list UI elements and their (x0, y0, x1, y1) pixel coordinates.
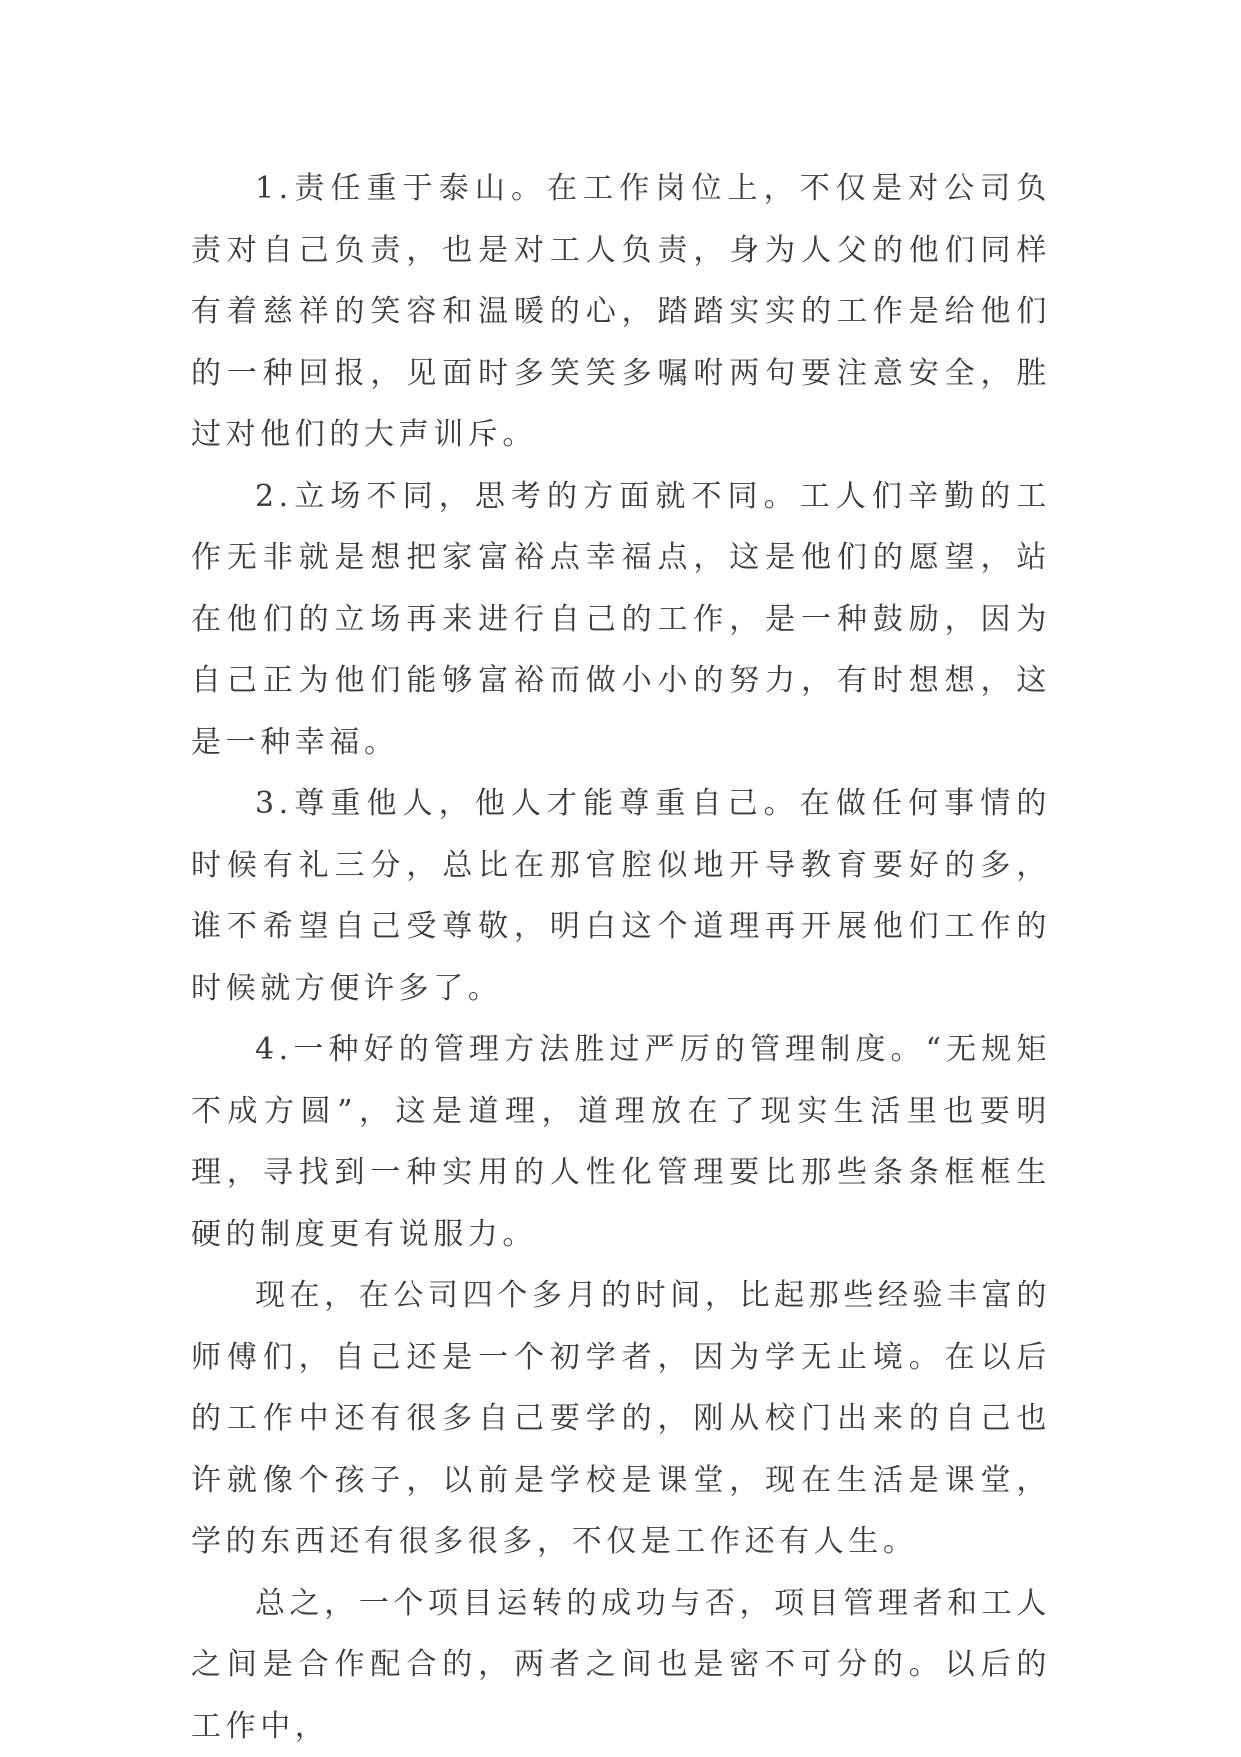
paragraph-responsibility: 1.责任重于泰山。在工作岗位上，不仅是对公司负责对自己负责，也是对工人负责，身为人父的他们同样有着慈祥的笑容和温暖的心，踏踏实实的工作是给他们的一种回报，见面时多笑笑多嘱咐两句要注意安全，胜过对他们的大声训斥。 (191, 158, 1051, 466)
paragraph-respect: 3.尊重他人，他人才能尊重自己。在做任何事情的时候有礼三分，总比在那官腔似地开导教育要好的多，谁不希望自己受尊敬，明白这个道理再开展他们工作的时候就方便许多了。 (191, 773, 1051, 1019)
paragraph-standpoint: 2.立场不同，思考的方面就不同。工人们辛勤的工作无非就是想把家富裕点幸福点，这是他们的愿望，站在他们的立场再来进行自己的工作，是一种鼓励，因为自己正为他们能够富裕而做小小的努力，有时想想，这是一种幸福。 (191, 466, 1051, 774)
document-body (191, 158, 1051, 1757)
paragraph-management-method: 4.一种好的管理方法胜过严厉的管理制度。“无规矩不成方圆”，这是道理，道理放在了现实生活里也要明理，寻找到一种实用的人性化管理要比那些条条框框生硬的制度更有说服力。 (191, 1019, 1051, 1265)
paragraph-summary: 总之，一个项目运转的成功与否，项目管理者和工人之间是合作配合的，两者之间也是密不可分的。以后的工作中， (191, 1573, 1051, 1757)
paragraph-current-status: 现在，在公司四个多月的时间，比起那些经验丰富的师傅们，自己还是一个初学者，因为学无止境。在以后的工作中还有很多自己要学的，刚从校门出来的自己也许就像个孩子，以前是学校是课堂，现在生活是课堂，学的东西还有很多很多，不仅是工作还有人生。 (191, 1265, 1051, 1573)
